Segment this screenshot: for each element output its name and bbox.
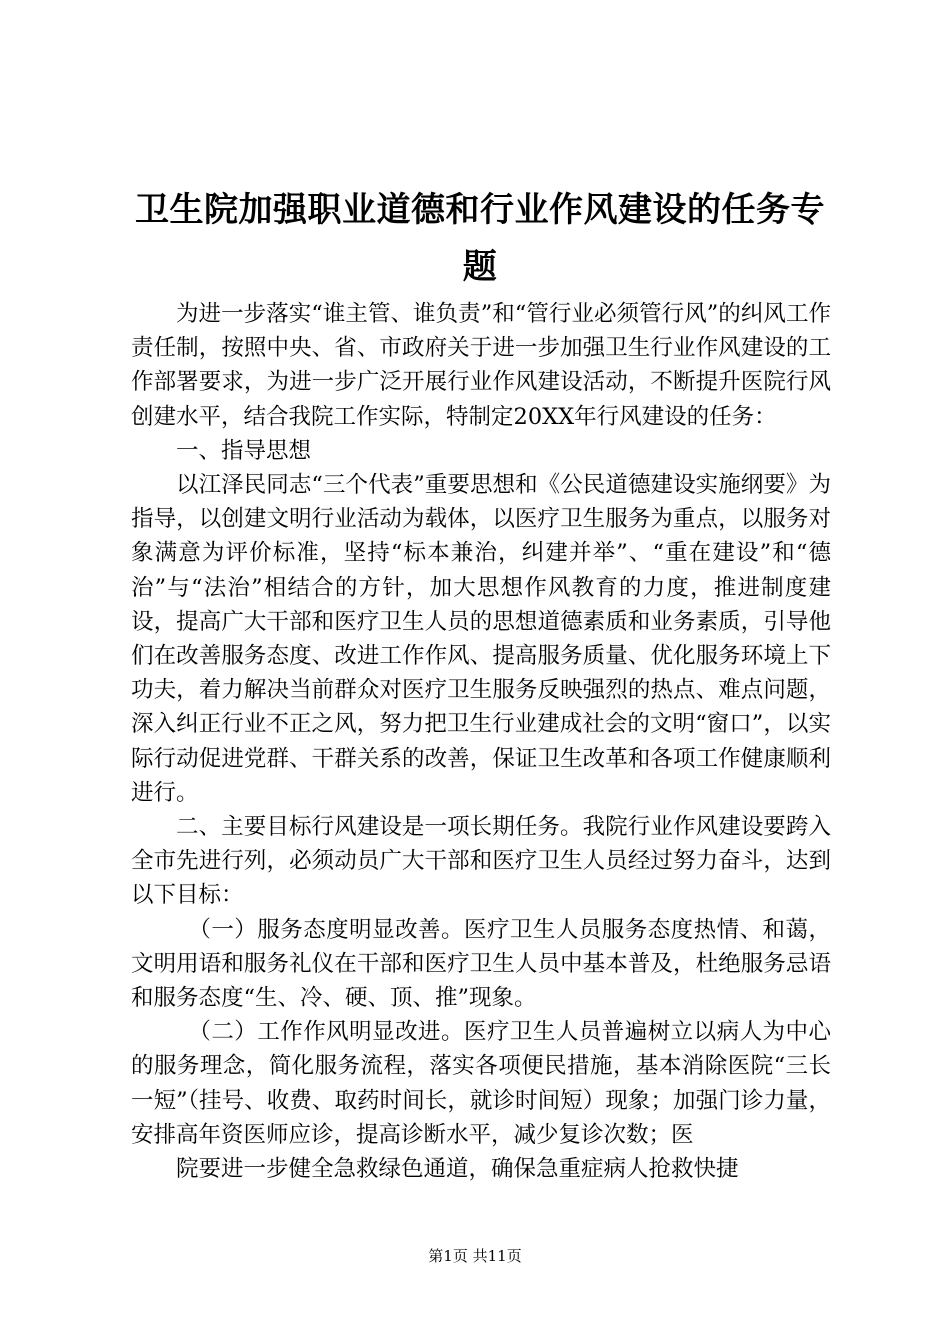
main-goals-paragraph: 二、主要目标行风建设是一项长期任务。我院行业作风建设要跨入全市先进行列，必须动员广大干部和医疗卫生人员经过努力奋斗，达到以下目标： <box>131 814 831 909</box>
goal-item-2-paragraph: （二）工作作风明显改进。医疗卫生人员普遍树立以病人为中心的服务理念，简化服务流程，落实各项便民措施，基本消除医院“三长一短”（挂号、收费、取药时间长，就诊时间短）现象；加强门诊力量，安排高年资医师应诊，提高诊断水平，减少复诊次数；医 <box>131 1019 831 1148</box>
intro-paragraph: 为进一步落实“谁主管、谁负责”和“管行业必须管行风”的纠风工作责任制，按照中央、省、市政府关于进一步加强卫生行业作风建设的工作部署要求，为进一步广泛开展行业作风建设活动，不断提升医院行风创建水平，结合我院工作实际，特制定20XX年行风建设的任务： <box>131 301 831 430</box>
document-body <box>131 297 831 1186</box>
section-heading-guiding-ideology: 一、指导思想 <box>176 437 312 464</box>
page-number-footer: 第1页 共11页 <box>428 1247 522 1265</box>
guiding-ideology-paragraph: 以江泽民同志“三个代表”重要思想和《公民道德建设实施纲要》为指导，以创建文明行业活动为载体，以医疗卫生服务为重点，以服务对象满意为评价标准，坚持“标本兼治，纠建并举”、“重在建设”和“德治”与“法治”相结合的方针，加大思想作风教育的力度，推进制度建设，提高广大干部和医疗卫生人员的思想道德素质和业务素质，引导他们在改善服务态度、改进工作作风、提高服务质量、优化服务环境上下功夫，着力解决当前群众对医疗卫生服务反映强烈的热点、难点问题，深入纠正行业不正之风，努力把卫生行业建成社会的文明“窗口”，以实际行动促进党群、干群关系的改善，保证卫生改革和各项工作健康顺利进行。 <box>131 472 831 806</box>
continuation-paragraph: 院要进一步健全急救绿色通道，确保急重症病人抢救快捷 <box>176 1156 739 1183</box>
goal-item-1-paragraph: （一）服务态度明显改善。医疗卫生人员服务态度热情、和蔼，文明用语和服务礼仪在干部和医疗卫生人员中基本普及，杜绝服务忌语和服务态度“生、冷、硬、顶、推”现象。 <box>131 916 831 1012</box>
document-title-line-1: 卫生院加强职业道德和行业作风建设的任务专 <box>135 190 825 230</box>
document-title-line-2: 题 <box>462 247 498 287</box>
